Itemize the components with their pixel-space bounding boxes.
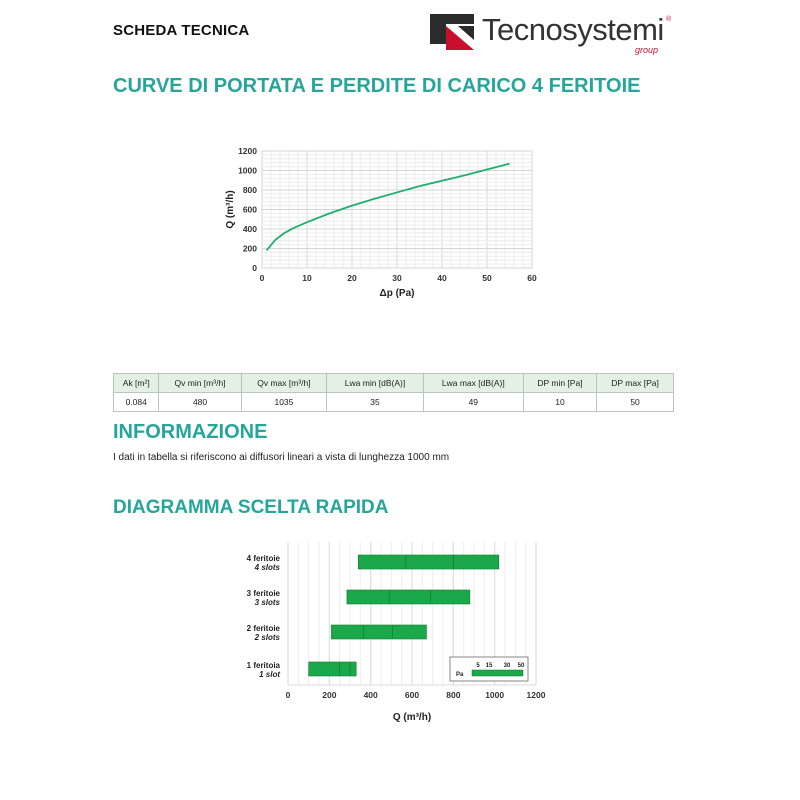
x-tick-label: 600 — [404, 690, 420, 700]
x-tick-label: 200 — [322, 690, 337, 700]
x-axis-label: Δp (Pa) — [379, 288, 415, 299]
range-bar — [347, 590, 470, 604]
x-tick-label: 10 — [302, 273, 312, 283]
table-cell: 50 — [597, 393, 674, 412]
category-sublabel: 2 slots — [254, 633, 280, 642]
x-tick-label: 20 — [347, 273, 357, 283]
range-bar — [331, 625, 426, 639]
category-sublabel: 3 slots — [254, 598, 280, 607]
x-tick-label: 1200 — [526, 690, 546, 700]
category-sublabel: 1 slot — [259, 670, 280, 679]
y-tick-label: 1000 — [238, 165, 257, 176]
logo-registered-mark: ® — [666, 16, 672, 23]
document-title: SCHEDA TECNICA — [113, 22, 250, 39]
section-title-curves: CURVE DI PORTATA E PERDITE DI CARICO 4 FERITOIE — [113, 75, 641, 97]
x-tick-label: 0 — [259, 273, 265, 283]
table-cell: 35 — [327, 393, 423, 412]
table-cell: 49 — [423, 393, 523, 412]
legend-bar — [472, 670, 523, 676]
column-header: Lwa min [dB(A)] — [327, 374, 423, 393]
column-header: DP min [Pa] — [523, 374, 596, 393]
x-axis-label: Q (m³/h) — [392, 712, 432, 723]
category-sublabel: 4 slots — [254, 563, 280, 572]
x-tick-label: 60 — [527, 273, 537, 283]
section-title-info: INFORMAZIONE — [113, 421, 268, 443]
table-cell: 0.084 — [114, 393, 159, 412]
y-axis-label: Q (m³/h) — [225, 190, 236, 229]
legend-unit-label: Pa — [456, 672, 464, 678]
legend-tick-label: 50 — [517, 663, 525, 669]
logo-mark-icon — [430, 14, 474, 50]
legend-tick-label: 5 — [476, 663, 480, 669]
table-header-row — [114, 374, 674, 393]
table-cell: 480 — [159, 393, 241, 412]
column-header: Qv min [m³/h] — [159, 374, 241, 393]
range-bar — [358, 555, 499, 569]
y-tick-label: 600 — [242, 204, 257, 215]
tecnosystemi-logo — [430, 10, 680, 56]
y-tick-label: 200 — [242, 243, 257, 254]
column-header: Qv max [m³/h] — [241, 374, 327, 393]
table-cell: 10 — [523, 393, 596, 412]
x-tick-label: 400 — [363, 690, 378, 700]
y-tick-label: 1200 — [238, 146, 257, 156]
x-tick-label: 800 — [446, 690, 461, 700]
logo-wordmark: Tecnosystemi — [482, 12, 664, 47]
flow-pressure-chart — [200, 140, 560, 310]
legend-tick-label: 15 — [485, 663, 493, 669]
quick-selection-chart — [150, 540, 550, 730]
category-label: 2 feritoie — [246, 624, 280, 633]
y-tick-label: 0 — [252, 263, 257, 273]
column-header: DP max [Pa] — [597, 374, 674, 393]
x-tick-label: 40 — [437, 273, 447, 283]
column-header: Ak [m²] — [114, 374, 159, 393]
category-label: 4 feritoie — [246, 554, 280, 563]
range-bar — [309, 662, 357, 676]
category-label: 3 feritoie — [246, 589, 280, 598]
logo-subtitle: group — [635, 45, 659, 55]
legend-tick-label: 30 — [503, 663, 511, 669]
info-text: I dati in tabella si riferiscono ai diffusori lineari a vista di lunghezza 1000 mm — [113, 452, 450, 463]
column-header: Lwa max [dB(A)] — [423, 374, 523, 393]
x-tick-label: 0 — [285, 690, 291, 700]
section-title-quick-selection: DIAGRAMMA SCELTA RAPIDA — [113, 497, 389, 518]
spec-table — [113, 373, 674, 412]
x-tick-label: 50 — [482, 273, 492, 283]
x-tick-label: 1000 — [485, 690, 505, 700]
table-row — [114, 393, 674, 412]
category-label: 1 feritoia — [246, 661, 280, 670]
y-tick-label: 400 — [242, 224, 257, 234]
x-tick-label: 30 — [392, 273, 402, 283]
y-tick-label: 800 — [242, 185, 257, 195]
table-cell: 1035 — [241, 393, 327, 412]
